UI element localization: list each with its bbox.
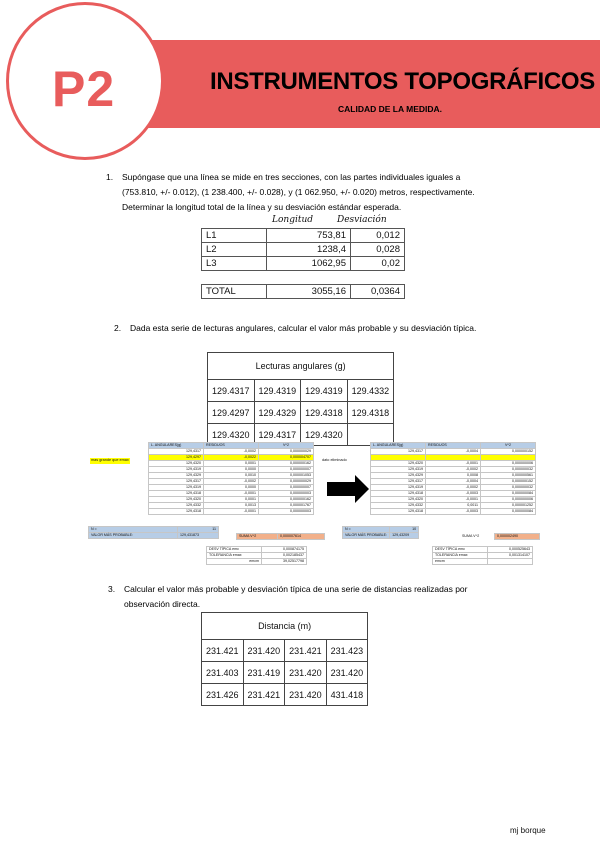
q1-table <box>201 228 405 299</box>
spacer-row <box>202 271 405 285</box>
table-row <box>202 257 405 271</box>
cell: 0,012 <box>351 229 405 243</box>
question-2-number: 2. <box>114 323 122 333</box>
cell: 0,000874175 <box>262 547 307 553</box>
n-value: 10 <box>390 527 419 533</box>
cell: 0,000000003 <box>259 509 314 515</box>
cell: RESIDUOS <box>426 443 481 449</box>
cell: 0,000000032 <box>481 485 536 491</box>
question-3-line1: Calcular el valor más probable y desviación típica de una serie de distancias realizadas por <box>124 584 468 594</box>
cell: 129.4320 <box>301 424 348 446</box>
cell: TOLERANCIA emax <box>207 553 262 559</box>
cell: 231.419 <box>243 662 285 684</box>
cell: 0,000000152 <box>481 479 536 485</box>
cell: 129,4319 <box>371 467 426 473</box>
cell: -0,0004 <box>426 449 481 455</box>
cell: 0,000000152 <box>481 449 536 455</box>
excel-row <box>149 509 314 515</box>
cell: 0,000000007 <box>259 467 314 473</box>
cell: 129,4332 <box>371 503 426 509</box>
cell: 0,0011 <box>426 503 481 509</box>
cell: 1238,4 <box>267 243 351 257</box>
page-subtitle: CALIDAD DE LA MEDIDA. <box>338 104 443 114</box>
note-right: dato eliminado <box>322 458 347 462</box>
question-1-line2: (753.810, +/- 0.012), (1 238.400, +/- 0.028), y (1 062.950, +/- 0.020) metros, respectivamente. <box>122 187 475 197</box>
vmp-label: VALOR MÁS PROBABLE: <box>89 533 178 539</box>
cell: 0,000000084 <box>481 509 536 515</box>
cell: 231.426 <box>202 684 244 706</box>
cell: 3055,16 <box>267 285 351 299</box>
table-title: Lecturas angulares (g) <box>208 353 394 380</box>
note-left: mas grande que emax <box>91 458 129 462</box>
cell: 129,4317 <box>149 449 204 455</box>
table-row <box>202 684 368 706</box>
cell: 0,0001 <box>204 461 259 467</box>
cell: 129,4329 <box>371 473 426 479</box>
badge-label: P2 <box>52 61 116 117</box>
question-1-line1: Supóngase que una línea se mide en tres secciones, con las partes individuales iguales a <box>122 172 461 182</box>
excel-left-table <box>148 442 314 515</box>
cell: 129.4318 <box>301 402 348 424</box>
cell: 129,4320 <box>371 497 426 503</box>
page-title: INSTRUMENTOS TOPOGRÁFICOS <box>210 68 595 95</box>
cell: 0,000000029 <box>259 479 314 485</box>
question-3-number: 3. <box>108 584 116 594</box>
n-label: N = <box>343 527 390 533</box>
cell: L2 <box>202 243 267 257</box>
n-value: 11 <box>178 527 219 533</box>
cell: L3 <box>202 257 267 271</box>
excel-right-summary <box>342 526 419 539</box>
cell: 0,000000006 <box>481 497 536 503</box>
cell: 0,028 <box>351 243 405 257</box>
cell: V^2 <box>259 443 314 449</box>
question-3 <box>108 582 584 612</box>
cell: 0,0000 <box>204 485 259 491</box>
cell: 431.418 <box>326 684 368 706</box>
cell: 39,02517798 <box>262 559 307 565</box>
cell: 129,4319 <box>149 485 204 491</box>
cell: L. ANGULARES(g) <box>149 443 204 449</box>
cell: 129,4319 <box>371 485 426 491</box>
footer-author: mj borque <box>510 826 546 835</box>
cell: 129,4320 <box>149 461 204 467</box>
cell: 0,000525643 <box>488 547 533 553</box>
vmp-label: VALOR MÁS PROBABLE: <box>343 533 390 539</box>
cell: RESIDUOS <box>204 443 259 449</box>
cell: 129,4318 <box>149 509 204 515</box>
cell: 129,4317 <box>149 479 204 485</box>
cell: 129.4319 <box>254 380 301 402</box>
cell: 0,0000 <box>204 467 259 473</box>
cell: 0,0008 <box>426 473 481 479</box>
cell: 0,002185437 <box>262 553 307 559</box>
cell: 129,4332 <box>149 503 204 509</box>
cell: 0,0010 <box>204 473 259 479</box>
cell: 0,000001053 <box>259 473 314 479</box>
cell: 129,4319 <box>149 467 204 473</box>
cell: 0,000000084 <box>481 491 536 497</box>
cell: -0,0001 <box>204 491 259 497</box>
cell: L1 <box>202 229 267 243</box>
q3-distance-table <box>201 612 368 706</box>
cell: -0,0001 <box>426 461 481 467</box>
cell: 0,000001252 <box>481 503 536 509</box>
suma-value: 0,000007614 <box>278 534 325 540</box>
cell: -0,0003 <box>426 509 481 515</box>
cell: L. ANGULARES(g) <box>371 443 426 449</box>
table-row <box>208 402 394 424</box>
cell: 129.4320 <box>208 424 255 446</box>
vmp-value: 129,43209 <box>390 533 419 539</box>
excel-left-sum <box>236 533 325 540</box>
cell: 231.421 <box>202 640 244 662</box>
cell: 231.420 <box>326 662 368 684</box>
cell: 231.423 <box>326 640 368 662</box>
cell: -0,0002 <box>204 479 259 485</box>
cell: 1062,95 <box>267 257 351 271</box>
excel-right-sum <box>460 533 540 540</box>
arrow-shaft <box>327 482 357 496</box>
excel-left-summary <box>88 526 219 539</box>
cell: 129,4320 <box>149 497 204 503</box>
cell: -0,0022 <box>204 455 259 461</box>
question-3-line2: observación directa. <box>124 599 201 609</box>
suma-value: 0,000002490 <box>495 534 540 540</box>
cell: 0,0364 <box>351 285 405 299</box>
vmp-value: 129,431873 <box>178 533 219 539</box>
cell: 129.4317 <box>208 380 255 402</box>
cell: 0,000000006 <box>481 461 536 467</box>
cell: 0,000000007 <box>259 485 314 491</box>
table-row <box>202 229 405 243</box>
suma-label: SUMA V^2 <box>462 534 480 538</box>
cell <box>488 559 533 565</box>
cell: 129.4317 <box>254 424 301 446</box>
cell: 129,4318 <box>371 509 426 515</box>
cell: 0,000004707 <box>259 455 314 461</box>
cell: 0,000000003 <box>259 491 314 497</box>
cell: 0,000000162 <box>259 461 314 467</box>
cell: DESV TÍPICA emc <box>207 547 262 553</box>
cell: 129.4329 <box>254 402 301 424</box>
excel-left-stats <box>206 546 307 565</box>
cell: 231.421 <box>285 640 327 662</box>
cell: -0,0001 <box>204 509 259 515</box>
cell: 129,4297 <box>149 455 204 461</box>
handwritten-longitud: Longitud <box>272 215 314 225</box>
cell: 0,0001 <box>204 497 259 503</box>
question-1-line3: Determinar la longitud total de la línea y su desviación estándar esperada. <box>122 202 402 212</box>
question-1 <box>106 170 582 215</box>
n-label: N = <box>89 527 178 533</box>
cell: 129.4318 <box>347 402 394 424</box>
cell: 753,81 <box>267 229 351 243</box>
total-row <box>202 285 405 299</box>
cell: 231.420 <box>285 662 327 684</box>
cell: 0,0013 <box>204 503 259 509</box>
cell: 129,4317 <box>371 449 426 455</box>
handwritten-desviacion: Desviación <box>337 215 387 225</box>
excel-right-table <box>370 442 536 515</box>
cell: 0,000000561 <box>481 473 536 479</box>
table-row <box>208 380 394 402</box>
cell: 129,4318 <box>371 491 426 497</box>
q2-angular-table <box>207 352 394 446</box>
cell: 231.421 <box>243 684 285 706</box>
table-row <box>202 640 368 662</box>
cell: 0,000000029 <box>259 449 314 455</box>
question-2 <box>114 321 590 336</box>
suma-label: SUMA V^2 <box>237 534 278 540</box>
table-row <box>202 662 368 684</box>
cell: -0,0002 <box>426 485 481 491</box>
cell: 129.4332 <box>347 380 394 402</box>
cell: 231.420 <box>243 640 285 662</box>
cell: 0,000000032 <box>481 467 536 473</box>
cell: -0,0004 <box>426 479 481 485</box>
cell: -0,0003 <box>426 491 481 497</box>
cell: 129,4318 <box>149 491 204 497</box>
cell: V^2 <box>481 443 536 449</box>
excel-row <box>371 509 536 515</box>
cell: 231.403 <box>202 662 244 684</box>
cell: 231.420 <box>285 684 327 706</box>
table-row <box>202 243 405 257</box>
question-1-number: 1. <box>106 172 114 182</box>
cell: 129,4329 <box>149 473 204 479</box>
cell: -0,0001 <box>426 497 481 503</box>
cell: 0,000001767 <box>259 503 314 509</box>
cell: 0,000000162 <box>259 497 314 503</box>
cell: -0,0002 <box>204 449 259 455</box>
cell: 0,001314107 <box>488 553 533 559</box>
cell: TOLERANCIA emax <box>433 553 488 559</box>
cell: DESV TÍPICA emc <box>433 547 488 553</box>
excel-right-stats <box>432 546 533 565</box>
cell: 129,4320 <box>371 461 426 467</box>
cell: 129.4319 <box>301 380 348 402</box>
cell: 129,4317 <box>371 479 426 485</box>
cell: emcm <box>433 559 488 565</box>
cell: -0,0002 <box>426 467 481 473</box>
cell: TOTAL <box>202 285 267 299</box>
cell: 0,02 <box>351 257 405 271</box>
cell: 129.4297 <box>208 402 255 424</box>
question-2-text: Dada esta serie de lecturas angulares, calcular el valor más probable y su desviación típica. <box>130 323 477 333</box>
table-title: Distancia (m) <box>202 613 368 640</box>
cell: emcm <box>207 559 262 565</box>
arrow-right-icon <box>355 475 369 503</box>
